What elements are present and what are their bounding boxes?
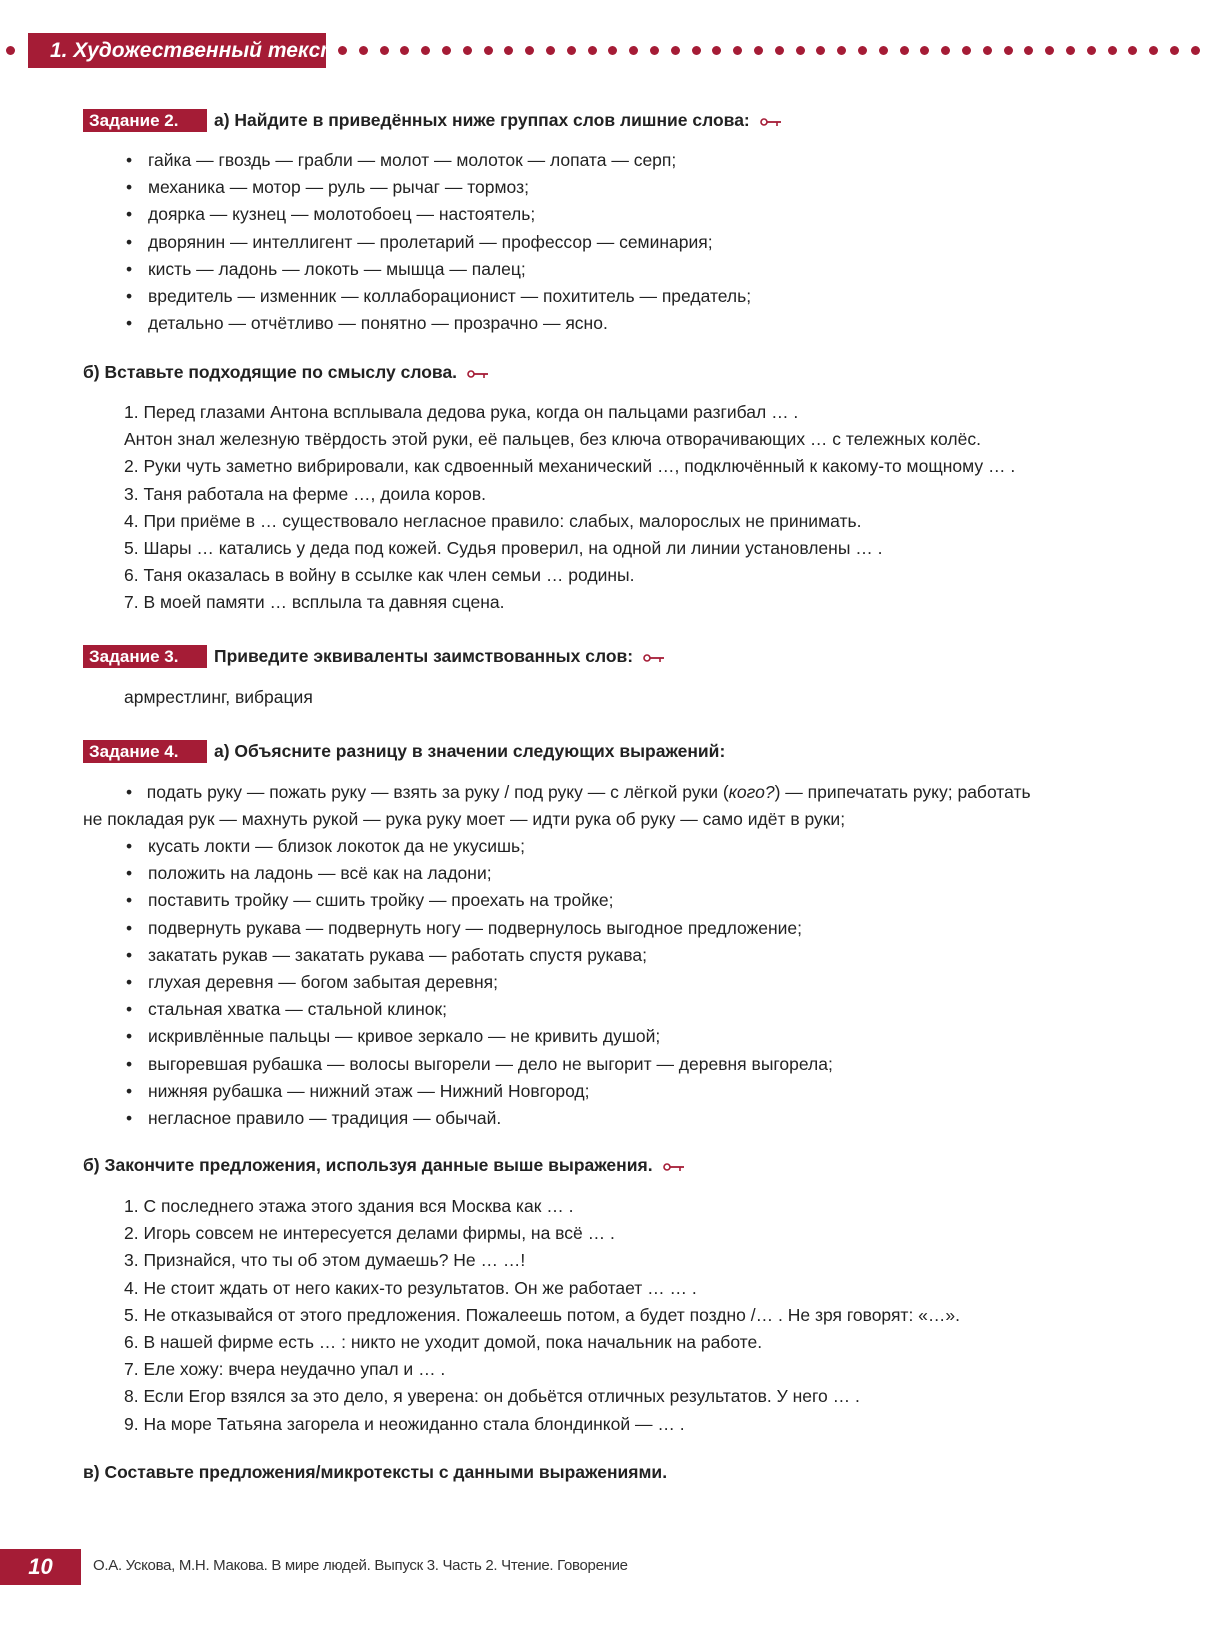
header-dot [712,46,721,55]
list-item: 7. Еле хожу: вчера неудачно упал и … . [124,1359,446,1380]
header-dot [1045,46,1054,55]
list-item: • глухая деревня — богом забытая деревня; [126,969,833,996]
header-dot [920,46,929,55]
header-dot [1191,46,1200,55]
header-dot [6,46,15,55]
key-icon [643,647,665,668]
header-dot [941,46,950,55]
header-dot [1087,46,1096,55]
header-dot [650,46,659,55]
list-item: • нижняя рубашка — нижний этаж — Нижний Новгород; [126,1078,833,1105]
task-3-heading [214,646,665,668]
list-item: • поставить тройку — сшить тройку — проехать на тройке; [126,887,833,914]
list-item: 3. Таня работала на ферме …, доила коров. [124,483,486,504]
task-2b-list [124,399,1015,617]
header-dot [338,46,347,55]
header-dot [421,46,430,55]
list-item: • кусать локти — близок локоток да не укусишь; [126,833,833,860]
list-item: 3. Признайся, что ты об этом думаешь? Не … …! [124,1250,526,1271]
task-2b-heading [83,362,489,384]
list-item: 6. Таня оказалась в войну в ссылке как член семьи … родины. [124,565,635,586]
item-text: ) — припечатать руку; работать [774,782,1031,802]
header-dot [900,46,909,55]
list-item: 4. При приёме в … существовало негласное правило: слабых, малорослых не принимать. [124,510,862,531]
list-item: • вредитель — изменник — коллаборационист — похититель — предатель; [126,283,751,310]
task-4c-heading: в) Составьте предложения/микротексты с данными выражениями. [83,1462,668,1482]
header-dot [692,46,701,55]
task-2b-heading-text: б) Вставьте подходящие по смыслу слова. [83,362,458,382]
page-number: 10 [0,1549,81,1585]
header-dot [1004,46,1013,55]
list-item: 8. Если Егор взялся за это дело, я уверена: он добьётся отличных результатов. У него … . [124,1386,860,1407]
list-item: • стальная хватка — стальной клинок; [126,996,833,1023]
list-item: 1. С последнего этажа этого здания вся Москва как … . [124,1196,574,1216]
task-4-label: Задание 4. [83,740,207,763]
header-dot [629,46,638,55]
header-dot [504,46,513,55]
header-dot [754,46,763,55]
header-dot [671,46,680,55]
header-dot [1066,46,1075,55]
task-2a-heading [214,110,782,132]
list-item: 5. Не отказывайся от этого предложения. Пожалеешь потом, а будет поздно /… . Не зря говорят: «…». [124,1304,961,1325]
header-dot [796,46,805,55]
list-item: 6. В нашей фирме есть … : никто не уходит домой, пока начальник на работе. [124,1332,763,1353]
header-dot [858,46,867,55]
header-dot [442,46,451,55]
header-dot [1024,46,1033,55]
header-dot [837,46,846,55]
list-item: • детально — отчётливо — понятно — прозрачно — ясно. [126,310,751,337]
header-dot [1128,46,1137,55]
task-4b-heading-text: б) Закончите предложения, используя данные выше выражения. [83,1155,653,1175]
list-item: • негласное правило — традиция — обычай. [126,1105,833,1132]
item-text: подать руку — пожать руку — взять за руку / под руку — с лёгкой руки ( [146,782,729,802]
header-dot [380,46,389,55]
list-item: • дворянин — интеллигент — пролетарий — профессор — семинария; [126,229,751,256]
header-dot [567,46,576,55]
list-item: • подвернуть рукава — подвернуть ногу — подвернулось выгодное предложение; [126,915,833,942]
header-dot [525,46,534,55]
list-item: • доярка — кузнец — молотобоец — настоятель; [126,201,751,228]
task-3-words: армрестлинг, вибрация [124,687,313,707]
list-item: 5. Шары … катались у деда под кожей. Судья проверил, на одной ли линии установлены … . [124,538,883,559]
task-4a-first-item [83,779,1113,833]
list-item: • кисть — ладонь — локоть — мышца — палец; [126,256,751,283]
key-icon [663,1156,685,1177]
header-dot [484,46,493,55]
task-2a-list [126,147,751,337]
list-item: 2. Игорь совсем не интересуется делами фирмы, на всё … . [124,1223,615,1244]
task-4b-list [124,1193,960,1438]
list-item: • подать руку — пожать руку — взять за руку / под руку — с лёгкой руки (кого?) — припечатать руку; работать [126,782,1031,802]
list-item: 4. Не стоит ждать от него каких-то результатов. Он же работает … … . [124,1277,697,1298]
header-dot [608,46,617,55]
header-dot [816,46,825,55]
list-item: Антон знал железную твёрдость этой руки, её пальцев, без ключа отворачивающих … с тележных колёс. [124,429,981,450]
header-dot [983,46,992,55]
list-item: • закатать рукав — закатать рукава — работать спустя рукава; [126,942,833,969]
header-dot [1170,46,1179,55]
list-item: • выгоревшая рубашка — волосы выгорели — дело не выгорит — деревня выгорела; [126,1051,833,1078]
header-dot [962,46,971,55]
list-item: 1. Перед глазами Антона всплывала дедова рука, когда он пальцами разгибал … . [124,402,799,422]
list-item: • гайка — гвоздь — грабли — молот — молоток — лопата — серп; [126,147,751,174]
chapter-title: 1. Художественный текст [28,33,326,68]
header-dot [546,46,555,55]
task-4b-heading [83,1155,685,1177]
item-italic: кого? [728,782,775,802]
header-dot [359,46,368,55]
header-dot [733,46,742,55]
task-2-label: Задание 2. [83,109,207,132]
list-item: 7. В моей памяти … всплыла та давняя сцена. [124,592,505,613]
task-3-label: Задание 3. [83,645,207,668]
header-dot [775,46,784,55]
list-item-continuation: не покладая рук — махнуть рукой — рука руку моет — идти рука об руку — само идёт в руки; [83,809,846,830]
header-dot [463,46,472,55]
header-dot [400,46,409,55]
list-item: 2. Руки чуть заметно вибрировали, как сдвоенный механический …, подключённый к какому-то мощному … . [124,456,1016,477]
footer-citation: О.А. Ускова, М.Н. Макова. В мире людей. Выпуск 3. Часть 2. Чтение. Говорение [93,1557,628,1574]
list-item: • искривлённые пальцы — кривое зеркало — не кривить душой; [126,1023,833,1050]
key-icon [760,111,782,132]
header-dot [1108,46,1117,55]
task-4a-heading: а) Объясните разницу в значении следующих выражений: [214,741,726,761]
list-item: 9. На море Татьяна загорела и неожиданно стала блондинкой — … . [124,1413,685,1434]
header-dot [1149,46,1158,55]
list-item: • положить на ладонь — всё как на ладони; [126,860,833,887]
header-dot [588,46,597,55]
task-4a-list [126,833,833,1132]
task-2a-heading-text: а) Найдите в приведённых ниже группах слов лишние слова: [214,110,750,130]
task-3-heading-text: Приведите эквиваленты заимствованных слов: [214,646,634,666]
header-dot [879,46,888,55]
list-item: • механика — мотор — руль — рычаг — тормоз; [126,174,751,201]
key-icon [467,363,489,384]
